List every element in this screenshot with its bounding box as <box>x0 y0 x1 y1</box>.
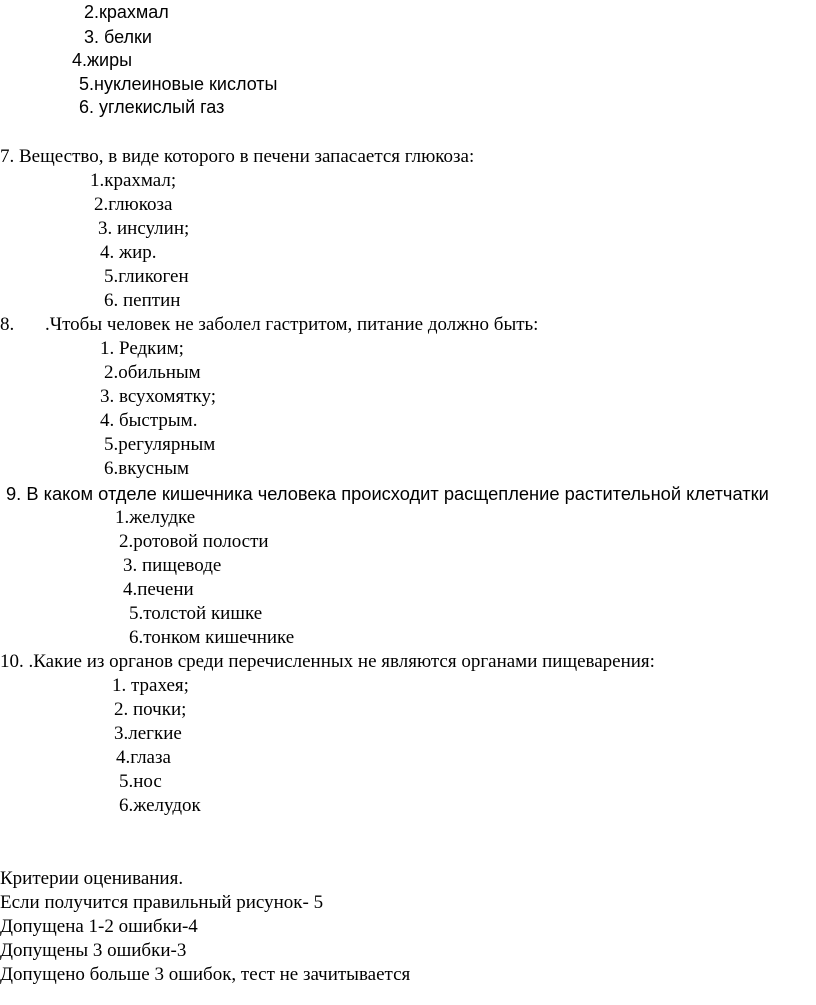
q9-option-5: 5.толстой кишке <box>129 603 263 624</box>
q8-number: 8. <box>0 314 15 335</box>
criteria-line-4: Допущено больше 3 ошибок, тест не зачитывается <box>0 964 411 985</box>
q7-option-3: 3. инсулин; <box>98 218 190 239</box>
q7-option-2: 2.глюкоза <box>94 194 173 215</box>
q10-option-4: 4.глаза <box>116 747 171 768</box>
q7-option-1: 1.крахмал; <box>90 170 177 191</box>
q8-question: .Чтобы человек не заболел гастритом, питание должно быть: <box>45 314 539 335</box>
q9-question: 9. В каком отделе кишечника человека происходит расщепление растительной клетчатки <box>6 483 769 504</box>
criteria-line-1: Если получится правильный рисунок- 5 <box>0 892 324 913</box>
q10-option-2: 2. почки; <box>114 699 187 720</box>
q8-option-3: 3. всухомятку; <box>100 386 217 407</box>
q6-option-6: 6. углекислый газ <box>79 97 225 117</box>
q10-option-5: 5.нос <box>119 771 162 792</box>
criteria-line-3: Допущены 3 ошибки-3 <box>0 940 187 961</box>
q7-question: 7. Вещество, в виде которого в печени запасается глюкоза: <box>0 146 475 167</box>
criteria-line-2: Допущена 1-2 ошибки-4 <box>0 916 198 937</box>
q7-option-4: 4. жир. <box>100 242 157 263</box>
criteria-title: Критерии оценивания. <box>0 868 184 889</box>
q9-option-1: 1.желудке <box>115 507 196 528</box>
q9-option-2: 2.ротовой полости <box>119 531 269 552</box>
q10-option-6: 6.желудок <box>119 795 201 816</box>
q8-option-5: 5.регулярным <box>104 434 216 455</box>
q8-option-6: 6.вкусным <box>104 458 190 479</box>
q6-option-3: 3. белки <box>84 27 152 47</box>
q9-option-6: 6.тонком кишечнике <box>129 627 295 648</box>
q8-option-4: 4. быстрым. <box>100 410 198 431</box>
q8-option-2: 2.обильным <box>104 362 201 383</box>
q10-question: 10. .Какие из органов среди перечисленных не являются органами пищеварения: <box>0 651 655 672</box>
q10-option-1: 1. трахея; <box>112 675 189 696</box>
q7-option-5: 5.гликоген <box>104 266 189 287</box>
q6-option-2: 2.крахмал <box>84 2 169 22</box>
q8-option-1: 1. Редким; <box>100 338 184 359</box>
q9-option-3: 3. пищеводе <box>123 555 222 576</box>
q10-option-3: 3.легкие <box>114 723 182 744</box>
q6-option-5: 5.нуклеиновые кислоты <box>79 74 278 94</box>
q9-option-4: 4.печени <box>123 579 194 600</box>
q6-option-4: 4.жиры <box>72 50 133 70</box>
q7-option-6: 6. пептин <box>104 290 181 311</box>
